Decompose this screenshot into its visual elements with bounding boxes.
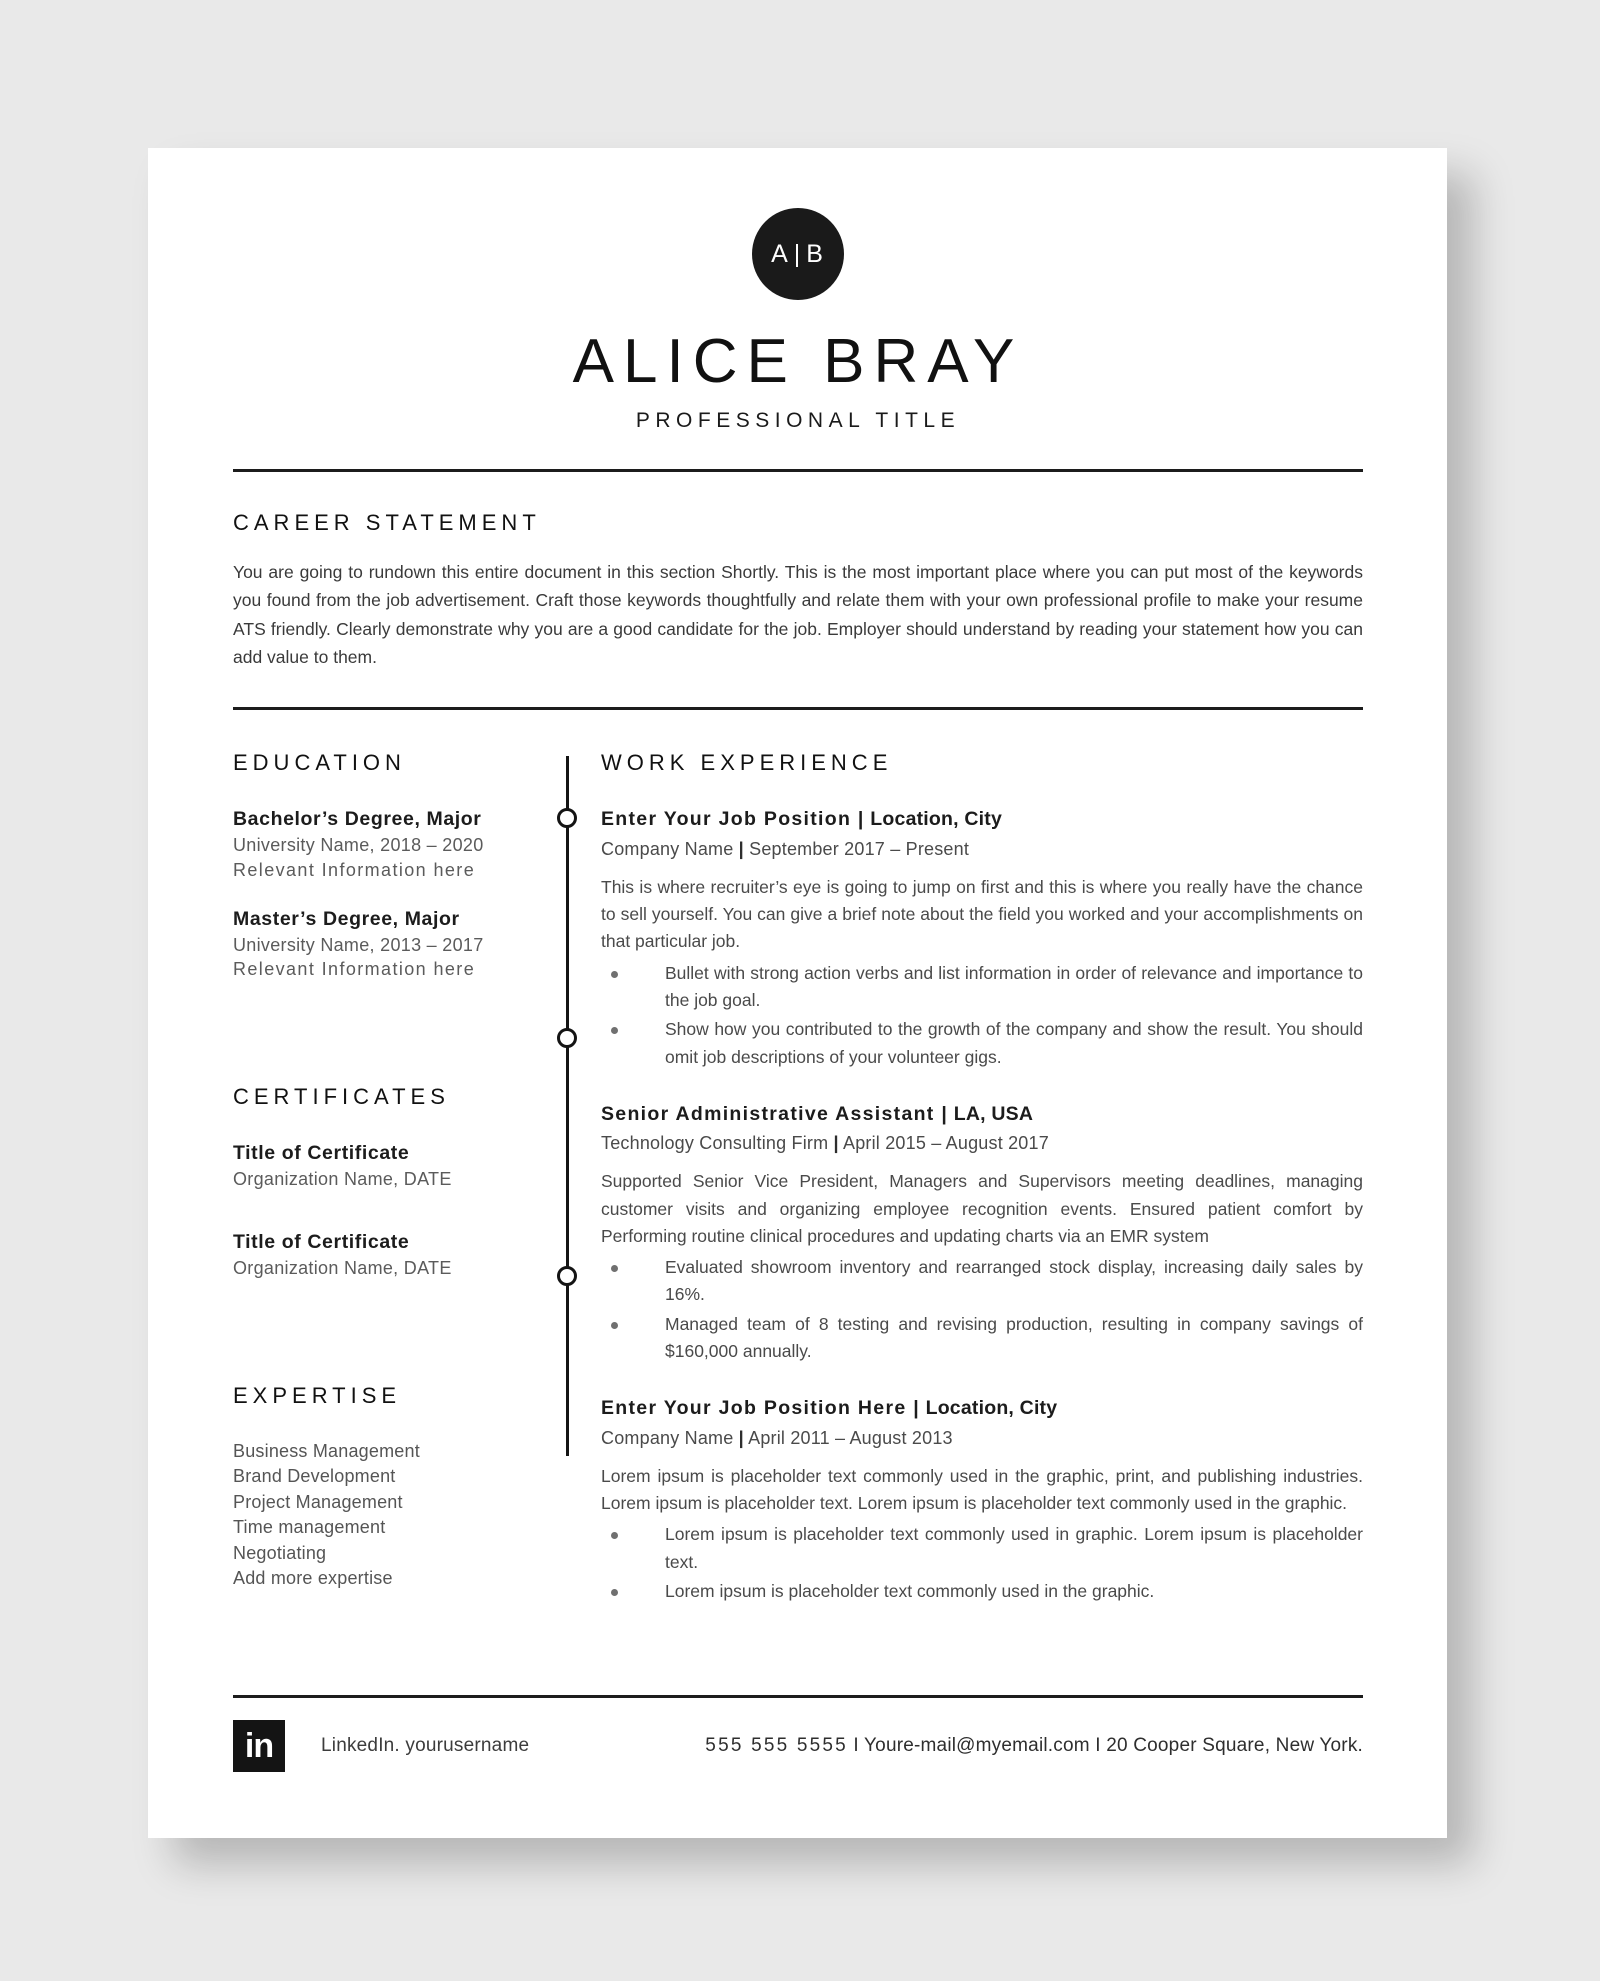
monogram-initial-right: B [806,240,825,268]
job-bullet: Lorem ipsum is placeholder text commonly used in the graphic. [601,1578,1363,1605]
certificate-title: Title of Certificate [233,1142,410,1165]
job-separator: | [941,1102,947,1125]
career-statement-section [233,472,1363,671]
resume-page [148,148,1447,1838]
education-heading: EDUCATION [233,750,406,776]
left-column [233,750,533,1635]
certificate-title: Title of Certificate [233,1231,410,1254]
job-position: Senior Administrative Assistant [601,1102,935,1125]
expertise-item: Negotiating [233,1542,327,1563]
expertise-item: Project Management [233,1491,403,1512]
divider-footer [233,1695,1363,1698]
job-meta-line [601,836,1363,862]
job-bullet-list [601,1521,1363,1605]
job-separator: | [738,1427,744,1448]
mailing-address: 20 Cooper Square, New York. [1106,1735,1363,1756]
expertise-section [233,1383,513,1592]
certificate-org: Organization Name, DATE [233,1168,452,1189]
education-entry [233,806,513,882]
linkedin-icon[interactable]: in [233,1720,285,1772]
job-meta-line [601,1130,1363,1156]
education-university: University Name, 2018 – 2020 [233,834,484,855]
expertise-item: Add more expertise [233,1568,393,1589]
job-location: Location, City [925,1397,1058,1420]
right-column [601,750,1363,1635]
monogram-divider: | [793,240,803,268]
spacer [233,1006,513,1084]
job-separator: | [738,838,744,859]
job-entry [601,806,1363,1070]
monogram-initial-left: A [771,240,790,268]
contact-separator: I [1095,1735,1101,1756]
monogram-container [233,148,1363,300]
certificate-entry [233,1140,513,1191]
monogram-badge [752,208,844,300]
job-location: LA, USA [953,1102,1034,1125]
job-separator: | [833,1133,839,1154]
job-company: Company Name [601,838,734,859]
education-university: University Name, 2013 – 2017 [233,934,484,955]
professional-title: PROFESSIONAL TITLE [635,409,961,432]
job-separator: | [857,808,864,831]
job-title-line [601,1101,1363,1128]
expertise-heading: EXPERTISE [233,1382,402,1408]
job-title-line [601,806,1363,833]
job-position: Enter Your Job Position [601,808,852,831]
certificate-org: Organization Name, DATE [233,1257,452,1278]
body-columns [233,750,1363,1635]
timeline-marker [557,1266,577,1286]
phone-number[interactable]: 555 555 5555 [705,1735,848,1756]
candidate-name: ALICE BRAY [572,327,1024,396]
email-address[interactable]: Youre-mail@myemail.com [864,1735,1090,1756]
job-dates: April 2015 – August 2017 [842,1133,1049,1154]
job-title-line [601,1395,1363,1422]
job-separator: | [913,1397,919,1420]
education-entry [233,906,513,982]
job-bullet-list [601,1254,1363,1365]
job-meta-line [601,1425,1363,1451]
education-degree: Master’s Degree, Major [233,908,460,931]
education-relevant-info: Relevant Information here [233,859,476,880]
job-entry [601,1101,1363,1365]
education-relevant-info: Relevant Information here [233,959,476,980]
spacer [233,1305,513,1383]
education-section [233,750,513,982]
footer-row [233,1720,1363,1772]
certificate-entry [233,1229,513,1280]
work-experience-heading: WORK EXPERIENCE [601,750,893,776]
job-description: This is where recruiter’s eye is going to jump on first and this is where you really have the chance to sell yourself. You can give a brief note about the field you worked and your accomplishments on that particular job. [601,876,1363,952]
page-inner [233,148,1363,1838]
footer [233,1695,1363,1772]
contact-separator: I [853,1735,859,1756]
job-company: Technology Consulting Firm [601,1133,829,1154]
certificates-heading: CERTIFICATES [233,1084,450,1110]
job-position: Enter Your Job Position Here [601,1397,907,1420]
job-bullet-list [601,960,1363,1071]
job-bullet: Managed team of 8 testing and revising production, resulting in company savings of $160,000 annually. [601,1311,1363,1366]
job-dates: April 2011 – August 2013 [748,1427,953,1448]
job-location: Location, City [870,808,1003,831]
certificates-section [233,1084,513,1280]
job-description: Supported Senior Vice President, Managers and Supervisors meeting deadlines, managing customer visits and organizing employee recognition events. Ensured patient comfort by Performing routine clinical procedures and updating charts via an EMR system [601,1171,1363,1246]
job-bullet: Bullet with strong action verbs and list information in order of relevance and importance to the job goal. [601,960,1363,1015]
timeline-line [566,756,569,1456]
spacer [233,1215,513,1229]
education-degree: Bachelor’s Degree, Major [233,808,482,831]
job-entry [601,1395,1363,1605]
expertise-item: Brand Development [233,1466,396,1487]
timeline-marker [557,808,577,828]
linkedin-handle[interactable]: LinkedIn. yourusername [321,1735,530,1756]
divider-middle [233,707,1363,710]
job-description: Lorem ipsum is placeholder text commonly used in the graphic, print, and publishing industries. Lorem ipsum is placeholder text. Lorem ipsum is placeholder text commonly used in the graphic. [601,1465,1363,1513]
expertise-list [233,1439,513,1592]
experience-timeline [533,750,601,1635]
job-company: Company Name [601,1427,734,1448]
expertise-item: Time management [233,1517,386,1538]
contact-line [705,1735,1363,1757]
job-dates: September 2017 – Present [749,838,970,859]
career-statement-heading: CAREER STATEMENT [233,510,541,535]
timeline-marker [557,1028,577,1048]
expertise-item: Business Management [233,1440,420,1461]
job-bullet: Lorem ipsum is placeholder text commonly used in graphic. Lorem ipsum is placeholder text. [601,1521,1363,1576]
career-statement-text: You are going to rundown this entire document in this section Shortly. This is the most important place where you can put most of the keywords you found from the job advertisement. Craft those keywords thoughtfully and relate them with your own professional profile to make your resume ATS friendly. Clearly demonstrate why you are a good candidate for the job. Employer should understand by reading your statement how you can add value to them. [233,562,1363,668]
job-bullet: Evaluated showroom inventory and rearranged stock display, increasing daily sales by 16%. [601,1254,1363,1309]
job-bullet: Show how you contributed to the growth of the company and show the result. You should omit job descriptions of your volunteer gigs. [601,1016,1363,1071]
